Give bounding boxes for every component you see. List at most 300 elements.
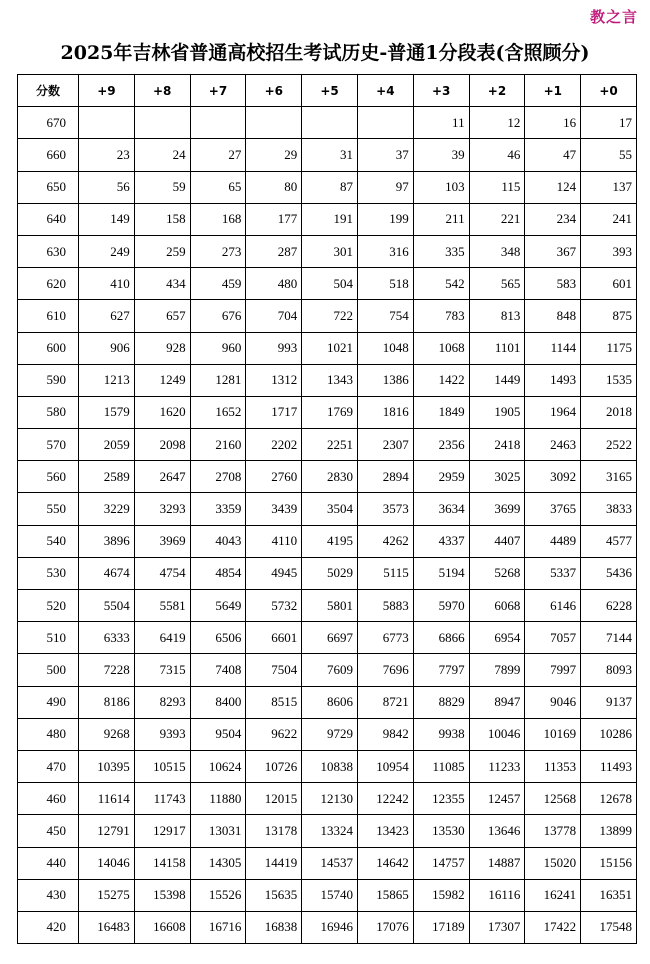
table-row <box>18 686 637 718</box>
count-cell <box>79 107 135 139</box>
score-cell: 500 <box>18 654 79 686</box>
count-cell: 124 <box>525 171 581 203</box>
count-cell: 10515 <box>134 750 190 782</box>
count-cell: 542 <box>413 268 469 300</box>
count-cell: 5649 <box>190 590 246 622</box>
count-cell: 7609 <box>302 654 358 686</box>
count-cell: 2202 <box>246 429 302 461</box>
header-plus9: +9 <box>79 75 135 107</box>
score-cell: 540 <box>18 525 79 557</box>
count-cell: 7899 <box>469 654 525 686</box>
header-plus6: +6 <box>246 75 302 107</box>
count-cell: 5436 <box>581 557 637 589</box>
count-cell: 15398 <box>134 879 190 911</box>
count-cell: 565 <box>469 268 525 300</box>
count-cell: 1144 <box>525 332 581 364</box>
count-cell: 6228 <box>581 590 637 622</box>
table-row <box>18 171 637 203</box>
count-cell: 4945 <box>246 557 302 589</box>
count-cell: 5801 <box>302 590 358 622</box>
count-cell: 5581 <box>134 590 190 622</box>
count-cell: 4489 <box>525 525 581 557</box>
count-cell: 2018 <box>581 396 637 428</box>
count-cell: 14305 <box>190 847 246 879</box>
count-cell: 4262 <box>357 525 413 557</box>
count-cell: 9842 <box>357 718 413 750</box>
count-cell: 9393 <box>134 718 190 750</box>
count-cell: 1281 <box>190 364 246 396</box>
count-cell: 8400 <box>190 686 246 718</box>
header-plus3: +3 <box>413 75 469 107</box>
count-cell: 7408 <box>190 654 246 686</box>
count-cell: 1652 <box>190 396 246 428</box>
count-cell <box>302 107 358 139</box>
count-cell: 4043 <box>190 525 246 557</box>
count-cell: 9137 <box>581 686 637 718</box>
count-cell: 16483 <box>79 911 135 943</box>
score-cell: 450 <box>18 815 79 847</box>
count-cell: 37 <box>357 139 413 171</box>
count-cell: 1422 <box>413 364 469 396</box>
count-cell: 928 <box>134 332 190 364</box>
header-plus2: +2 <box>469 75 525 107</box>
count-cell: 7696 <box>357 654 413 686</box>
count-cell: 676 <box>190 300 246 332</box>
count-cell: 8606 <box>302 686 358 718</box>
count-cell: 16838 <box>246 911 302 943</box>
count-cell: 65 <box>190 171 246 203</box>
score-cell: 650 <box>18 171 79 203</box>
count-cell: 1449 <box>469 364 525 396</box>
count-cell: 4854 <box>190 557 246 589</box>
count-cell: 6146 <box>525 590 581 622</box>
count-cell: 2894 <box>357 461 413 493</box>
count-cell: 5883 <box>357 590 413 622</box>
count-cell: 249 <box>79 235 135 267</box>
count-cell: 1493 <box>525 364 581 396</box>
count-cell <box>357 107 413 139</box>
count-cell: 657 <box>134 300 190 332</box>
count-cell: 10954 <box>357 750 413 782</box>
count-cell: 480 <box>246 268 302 300</box>
count-cell: 6506 <box>190 622 246 654</box>
count-cell: 5194 <box>413 557 469 589</box>
count-cell: 241 <box>581 203 637 235</box>
count-cell: 2098 <box>134 429 190 461</box>
count-cell: 13324 <box>302 815 358 847</box>
count-cell: 2708 <box>190 461 246 493</box>
count-cell: 3896 <box>79 525 135 557</box>
count-cell: 8093 <box>581 654 637 686</box>
count-cell: 5337 <box>525 557 581 589</box>
count-cell: 1620 <box>134 396 190 428</box>
score-cell: 560 <box>18 461 79 493</box>
count-cell: 4195 <box>302 525 358 557</box>
count-cell: 2059 <box>79 429 135 461</box>
count-cell: 5504 <box>79 590 135 622</box>
count-cell: 8829 <box>413 686 469 718</box>
count-cell: 1249 <box>134 364 190 396</box>
count-cell: 14419 <box>246 847 302 879</box>
count-cell: 504 <box>302 268 358 300</box>
count-cell: 2760 <box>246 461 302 493</box>
count-cell: 17422 <box>525 911 581 943</box>
header-score: 分数 <box>18 75 79 107</box>
table-row <box>18 332 637 364</box>
count-cell: 13530 <box>413 815 469 847</box>
count-cell: 15982 <box>413 879 469 911</box>
count-cell: 367 <box>525 235 581 267</box>
score-cell: 600 <box>18 332 79 364</box>
count-cell: 9622 <box>246 718 302 750</box>
count-cell: 2463 <box>525 429 581 461</box>
table-row <box>18 396 637 428</box>
count-cell: 3293 <box>134 493 190 525</box>
count-cell: 14046 <box>79 847 135 879</box>
count-cell: 3229 <box>79 493 135 525</box>
count-cell: 960 <box>190 332 246 364</box>
count-cell: 3359 <box>190 493 246 525</box>
count-cell: 2251 <box>302 429 358 461</box>
table-row <box>18 911 637 943</box>
count-cell: 8293 <box>134 686 190 718</box>
table-row <box>18 590 637 622</box>
table-header-row <box>18 75 637 107</box>
count-cell: 12355 <box>413 783 469 815</box>
table-row <box>18 429 637 461</box>
count-cell: 46 <box>469 139 525 171</box>
count-cell: 7797 <box>413 654 469 686</box>
count-cell: 2647 <box>134 461 190 493</box>
count-cell: 47 <box>525 139 581 171</box>
count-cell: 16116 <box>469 879 525 911</box>
count-cell: 3833 <box>581 493 637 525</box>
count-cell: 393 <box>581 235 637 267</box>
count-cell: 906 <box>79 332 135 364</box>
table-row <box>18 815 637 847</box>
count-cell: 1386 <box>357 364 413 396</box>
count-cell: 177 <box>246 203 302 235</box>
count-cell: 704 <box>246 300 302 332</box>
count-cell: 301 <box>302 235 358 267</box>
count-cell: 12015 <box>246 783 302 815</box>
count-cell: 6773 <box>357 622 413 654</box>
count-cell: 39 <box>413 139 469 171</box>
score-cell: 580 <box>18 396 79 428</box>
count-cell: 168 <box>190 203 246 235</box>
count-cell: 16716 <box>190 911 246 943</box>
count-cell: 15865 <box>357 879 413 911</box>
count-cell: 3025 <box>469 461 525 493</box>
score-cell: 620 <box>18 268 79 300</box>
score-cell: 440 <box>18 847 79 879</box>
count-cell: 1343 <box>302 364 358 396</box>
count-cell: 4110 <box>246 525 302 557</box>
score-cell: 630 <box>18 235 79 267</box>
count-cell: 722 <box>302 300 358 332</box>
count-cell: 10395 <box>79 750 135 782</box>
count-cell: 15740 <box>302 879 358 911</box>
count-cell: 5970 <box>413 590 469 622</box>
table-row <box>18 203 637 235</box>
count-cell: 211 <box>413 203 469 235</box>
count-cell: 13899 <box>581 815 637 847</box>
score-cell: 660 <box>18 139 79 171</box>
table-row <box>18 268 637 300</box>
count-cell: 6419 <box>134 622 190 654</box>
count-cell: 2160 <box>190 429 246 461</box>
score-distribution-table <box>17 74 637 944</box>
score-cell: 480 <box>18 718 79 750</box>
count-cell: 3092 <box>525 461 581 493</box>
count-cell: 3699 <box>469 493 525 525</box>
count-cell: 15526 <box>190 879 246 911</box>
table-row <box>18 107 637 139</box>
watermark: 教之言 <box>589 8 638 26</box>
count-cell: 12568 <box>525 783 581 815</box>
score-cell: 640 <box>18 203 79 235</box>
count-cell: 8186 <box>79 686 135 718</box>
count-cell: 9268 <box>79 718 135 750</box>
count-cell: 335 <box>413 235 469 267</box>
count-cell: 4754 <box>134 557 190 589</box>
count-cell: 601 <box>581 268 637 300</box>
count-cell: 1213 <box>79 364 135 396</box>
count-cell: 56 <box>79 171 135 203</box>
count-cell: 13423 <box>357 815 413 847</box>
count-cell: 13646 <box>469 815 525 847</box>
count-cell: 7228 <box>79 654 135 686</box>
count-cell: 1816 <box>357 396 413 428</box>
count-cell: 15020 <box>525 847 581 879</box>
count-cell: 80 <box>246 171 302 203</box>
count-cell: 17548 <box>581 911 637 943</box>
count-cell: 137 <box>581 171 637 203</box>
count-cell: 11743 <box>134 783 190 815</box>
count-cell: 5115 <box>357 557 413 589</box>
count-cell: 583 <box>525 268 581 300</box>
count-cell: 2307 <box>357 429 413 461</box>
count-cell: 6601 <box>246 622 302 654</box>
count-cell: 3165 <box>581 461 637 493</box>
count-cell: 1068 <box>413 332 469 364</box>
count-cell: 13031 <box>190 815 246 847</box>
count-cell: 1769 <box>302 396 358 428</box>
count-cell: 8515 <box>246 686 302 718</box>
table-row <box>18 525 637 557</box>
count-cell: 7504 <box>246 654 302 686</box>
count-cell: 16608 <box>134 911 190 943</box>
header-plus0: +0 <box>581 75 637 107</box>
count-cell: 9938 <box>413 718 469 750</box>
table-row <box>18 718 637 750</box>
score-cell: 550 <box>18 493 79 525</box>
count-cell: 9729 <box>302 718 358 750</box>
count-cell: 16351 <box>581 879 637 911</box>
count-cell: 17189 <box>413 911 469 943</box>
count-cell: 1101 <box>469 332 525 364</box>
count-cell: 11614 <box>79 783 135 815</box>
table-row <box>18 783 637 815</box>
count-cell: 459 <box>190 268 246 300</box>
count-cell: 1175 <box>581 332 637 364</box>
header-plus7: +7 <box>190 75 246 107</box>
count-cell: 1312 <box>246 364 302 396</box>
count-cell: 103 <box>413 171 469 203</box>
count-cell: 59 <box>134 171 190 203</box>
score-cell: 460 <box>18 783 79 815</box>
header-plus8: +8 <box>134 75 190 107</box>
score-cell: 520 <box>18 590 79 622</box>
count-cell: 1048 <box>357 332 413 364</box>
count-cell: 14642 <box>357 847 413 879</box>
count-cell: 4337 <box>413 525 469 557</box>
count-cell: 1905 <box>469 396 525 428</box>
count-cell: 627 <box>79 300 135 332</box>
count-cell: 12678 <box>581 783 637 815</box>
count-cell: 2830 <box>302 461 358 493</box>
count-cell <box>134 107 190 139</box>
count-cell: 8947 <box>469 686 525 718</box>
count-cell: 2589 <box>79 461 135 493</box>
count-cell: 4674 <box>79 557 135 589</box>
count-cell: 6068 <box>469 590 525 622</box>
table-row <box>18 493 637 525</box>
count-cell: 24 <box>134 139 190 171</box>
count-cell: 17307 <box>469 911 525 943</box>
count-cell: 16241 <box>525 879 581 911</box>
count-cell: 14158 <box>134 847 190 879</box>
count-cell: 4407 <box>469 525 525 557</box>
count-cell: 12917 <box>134 815 190 847</box>
count-cell: 15156 <box>581 847 637 879</box>
count-cell: 10726 <box>246 750 302 782</box>
count-cell: 115 <box>469 171 525 203</box>
count-cell: 11353 <box>525 750 581 782</box>
table-row <box>18 750 637 782</box>
count-cell: 23 <box>79 139 135 171</box>
count-cell: 9046 <box>525 686 581 718</box>
count-cell: 234 <box>525 203 581 235</box>
count-cell: 14537 <box>302 847 358 879</box>
count-cell: 5268 <box>469 557 525 589</box>
count-cell: 10046 <box>469 718 525 750</box>
count-cell: 149 <box>79 203 135 235</box>
page-title: 2025年吉林省普通高校招生考试历史-普通1分段表(含照顾分) <box>60 42 590 64</box>
count-cell: 87 <box>302 171 358 203</box>
count-cell: 410 <box>79 268 135 300</box>
count-cell: 11493 <box>581 750 637 782</box>
count-cell: 12130 <box>302 783 358 815</box>
count-cell: 31 <box>302 139 358 171</box>
count-cell: 11233 <box>469 750 525 782</box>
count-cell: 316 <box>357 235 413 267</box>
count-cell: 10286 <box>581 718 637 750</box>
count-cell: 12242 <box>357 783 413 815</box>
count-cell: 7144 <box>581 622 637 654</box>
count-cell: 15275 <box>79 879 135 911</box>
count-cell: 7057 <box>525 622 581 654</box>
count-cell: 15635 <box>246 879 302 911</box>
count-cell: 14887 <box>469 847 525 879</box>
count-cell: 754 <box>357 300 413 332</box>
table-body <box>18 107 637 944</box>
count-cell: 9504 <box>190 718 246 750</box>
count-cell <box>246 107 302 139</box>
count-cell: 199 <box>357 203 413 235</box>
count-cell: 1717 <box>246 396 302 428</box>
count-cell: 2959 <box>413 461 469 493</box>
header-plus4: +4 <box>357 75 413 107</box>
count-cell: 13178 <box>246 815 302 847</box>
count-cell: 783 <box>413 300 469 332</box>
count-cell: 3504 <box>302 493 358 525</box>
count-cell: 2356 <box>413 429 469 461</box>
score-cell: 490 <box>18 686 79 718</box>
count-cell: 11 <box>413 107 469 139</box>
count-cell: 29 <box>246 139 302 171</box>
count-cell: 1535 <box>581 364 637 396</box>
count-cell: 6697 <box>302 622 358 654</box>
count-cell: 17076 <box>357 911 413 943</box>
count-cell: 7997 <box>525 654 581 686</box>
score-cell: 470 <box>18 750 79 782</box>
score-cell: 510 <box>18 622 79 654</box>
count-cell: 5732 <box>246 590 302 622</box>
count-cell: 3634 <box>413 493 469 525</box>
count-cell: 27 <box>190 139 246 171</box>
count-cell <box>190 107 246 139</box>
count-cell: 259 <box>134 235 190 267</box>
count-cell: 273 <box>190 235 246 267</box>
count-cell: 813 <box>469 300 525 332</box>
count-cell: 5029 <box>302 557 358 589</box>
score-cell: 610 <box>18 300 79 332</box>
count-cell: 11880 <box>190 783 246 815</box>
count-cell: 7315 <box>134 654 190 686</box>
count-cell: 1579 <box>79 396 135 428</box>
count-cell: 993 <box>246 332 302 364</box>
score-cell: 670 <box>18 107 79 139</box>
table-row <box>18 654 637 686</box>
count-cell: 1964 <box>525 396 581 428</box>
header-plus5: +5 <box>302 75 358 107</box>
count-cell: 3439 <box>246 493 302 525</box>
count-cell: 6954 <box>469 622 525 654</box>
count-cell: 158 <box>134 203 190 235</box>
count-cell: 16 <box>525 107 581 139</box>
count-cell: 6333 <box>79 622 135 654</box>
count-cell: 3573 <box>357 493 413 525</box>
count-cell: 55 <box>581 139 637 171</box>
count-cell: 97 <box>357 171 413 203</box>
count-cell: 8721 <box>357 686 413 718</box>
count-cell: 2522 <box>581 429 637 461</box>
count-cell: 1849 <box>413 396 469 428</box>
count-cell: 848 <box>525 300 581 332</box>
count-cell: 221 <box>469 203 525 235</box>
table-row <box>18 235 637 267</box>
count-cell: 12 <box>469 107 525 139</box>
score-cell: 530 <box>18 557 79 589</box>
count-cell: 6866 <box>413 622 469 654</box>
count-cell: 11085 <box>413 750 469 782</box>
count-cell: 348 <box>469 235 525 267</box>
count-cell: 875 <box>581 300 637 332</box>
count-cell: 16946 <box>302 911 358 943</box>
table-row <box>18 879 637 911</box>
count-cell: 2418 <box>469 429 525 461</box>
